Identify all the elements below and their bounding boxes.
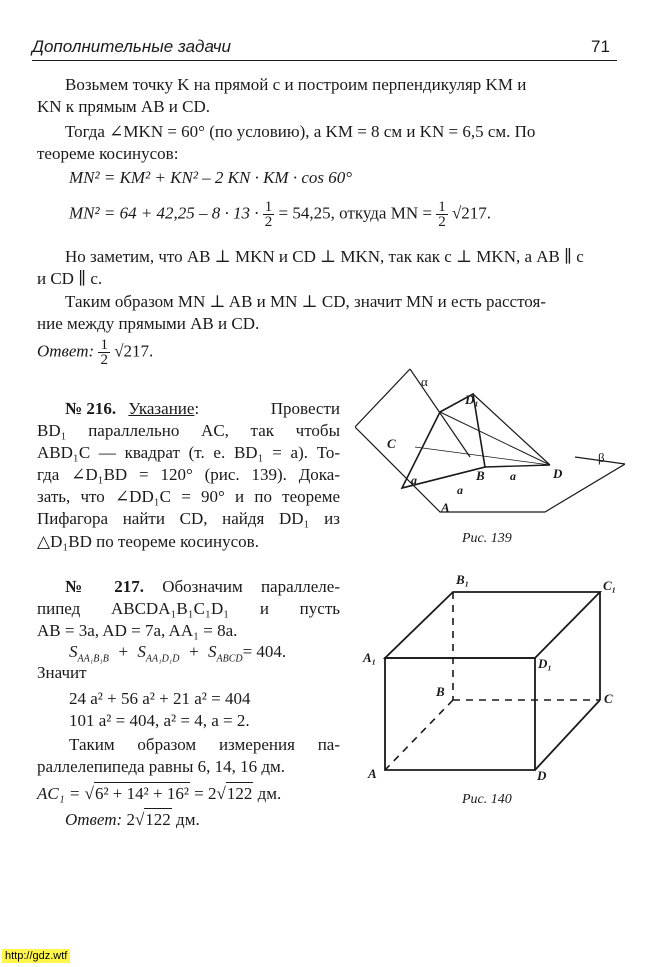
calc-part-c: √217. [451,203,492,223]
problem-217-eq-2: 101 a² = 404, a² = 4, a = 2. [69,711,250,730]
cosine-law-equation: MN² = KM² + KN² – 2 KN · KM · cos 60° [69,168,353,187]
label-a: A [368,766,377,781]
label-b1: B₁ [456,572,470,587]
figure-140-caption: Рис. 140 [462,792,512,807]
paragraph-4-line-1: Таким образом MN ⊥ AB и MN ⊥ CD, значит MN и есть расстоя- [65,292,546,311]
answer-fraction: $\frac{1}{2}$ [100,337,108,368]
figure-139-caption: Рис. 139 [462,531,512,546]
problem-217-line-5: раллелепипеда равны 6, 14, 16 дм. [37,757,286,776]
problem-216-line-6: Пифагора найти CD, найдя DD₁ из [37,509,340,528]
problem-216-line-4: гда ∠D₁BD = 120° (рис. 139). Дока- [37,465,340,484]
radical-6-14-16: 6² + 14² + 16² [94,784,189,803]
problem-217-line-4: Таким образом измерения па- [69,735,340,754]
front-face [385,658,535,770]
paragraph-2-line-1: Тогда ∠MKN = 60° (по условию), а KM = 8 см и KN = 6,5 см. По [65,122,536,141]
calc-part-a: MN² = 64 + 42,25 – 8 · 13 · [69,203,259,223]
running-header-title: Дополнительные задачи [32,37,232,56]
problem-216-line-1: № 216. Указание: Провести [65,399,340,418]
answer-root: √217. [114,341,154,361]
paragraph-2-line-2: теореме косинусов: [37,144,179,163]
edge-b-d [485,465,550,467]
calc-part-b: = 54,25, откуда MN = [278,203,432,223]
label-a: A [441,500,450,515]
label-a1: A₁ [363,650,377,665]
problem-216-line-7: △D₁BD по теореме косинусов. [37,532,259,551]
edge-d1-d [473,394,550,465]
header-rule [32,60,617,61]
problem-217-line-2: пипед ABCDA₁B₁C₁D₁ и пусть [37,599,340,618]
problem-216-line-2: BD₁ параллельно AC, так чтобы [37,421,340,440]
paragraph-3-line-2: и CD ∥ c. [37,269,103,288]
answer-1 [37,338,153,367]
paragraph-4-line-2: ние между прямыми AB и CD. [37,314,260,333]
label-d: D [553,466,563,481]
problem-217-ac1-equation: AC₁ = √6² + 14² + 16² = 2√122 дм. [37,784,282,803]
label-a-side-1: a [411,473,417,487]
edge-c-d [440,412,550,465]
problem-217-line-1: № 217. Обозначим параллеле- [65,577,340,596]
fraction-one-half: $\frac{1}{2}$ [264,199,273,230]
label-alpha: α [421,374,428,389]
problem-217-eq-1: 24 a² + 56 a² + 21 a² = 404 [69,689,251,708]
problem-217-number: № 217. [65,577,145,596]
problem-217-line-3: AB = 3a, AD = 7a, AA₁ = 8a. [37,621,238,640]
paragraph-1-line-1: Возьмем точку K на прямой c и построим перпендикуляр KM и [65,75,527,94]
problem-217-answer: Ответ: 2√122 дм. [65,810,200,829]
paragraph-3-line-1: Но заметим, что AB ⊥ MKN и CD ⊥ MKN, так как c ⊥ MKN, а AB ∥ c [65,247,584,266]
label-d: D [537,768,547,783]
cosine-law-calculation [69,200,491,229]
figure-140-parallelepiped [360,570,630,790]
radical-122: 122 [226,784,253,803]
label-a-side-2: a [457,483,463,497]
label-c1: C₁ [603,578,617,593]
label-b: B [436,684,445,699]
hidden-edge-b-a [385,700,453,770]
page-number: 71 [591,37,610,56]
problem-216-hint-label: Указание [128,399,195,418]
label-c: C [387,436,396,451]
label-d1: D₁ [538,656,552,671]
edge-c-d [535,700,600,770]
figure-139-diagram [355,362,625,532]
answer-label: Ответ: [37,341,95,361]
problem-216-text-0: Провести [270,399,340,418]
top-face [385,592,600,658]
problem-216-number: № 216. [65,399,117,418]
fraction-one-half-2: $\frac{1}{2}$ [438,199,446,230]
label-a-side-3: a [510,469,516,483]
problem-217-sum-equation: $S_{AA_1B_1B} + S_{AA_1D_1D} + S_{ABCD}= 404$. [69,642,287,665]
paragraph-1-line-2: KN к прямым AB и CD. [37,97,210,116]
label-beta: β [598,450,605,465]
watermark-link[interactable]: http://gdz.wtf [2,949,70,963]
problem-216-line-3: ABD₁C — квадрат (т. е. BD₁ = a). То- [37,443,340,462]
problem-217-znachit: Значит [37,663,87,682]
label-c: C [604,691,613,706]
label-d1: D₁ [465,392,479,407]
problem-216-line-5: зать, что ∠DD₁C = 90° и по теореме [37,487,340,506]
label-b: B [476,468,485,483]
